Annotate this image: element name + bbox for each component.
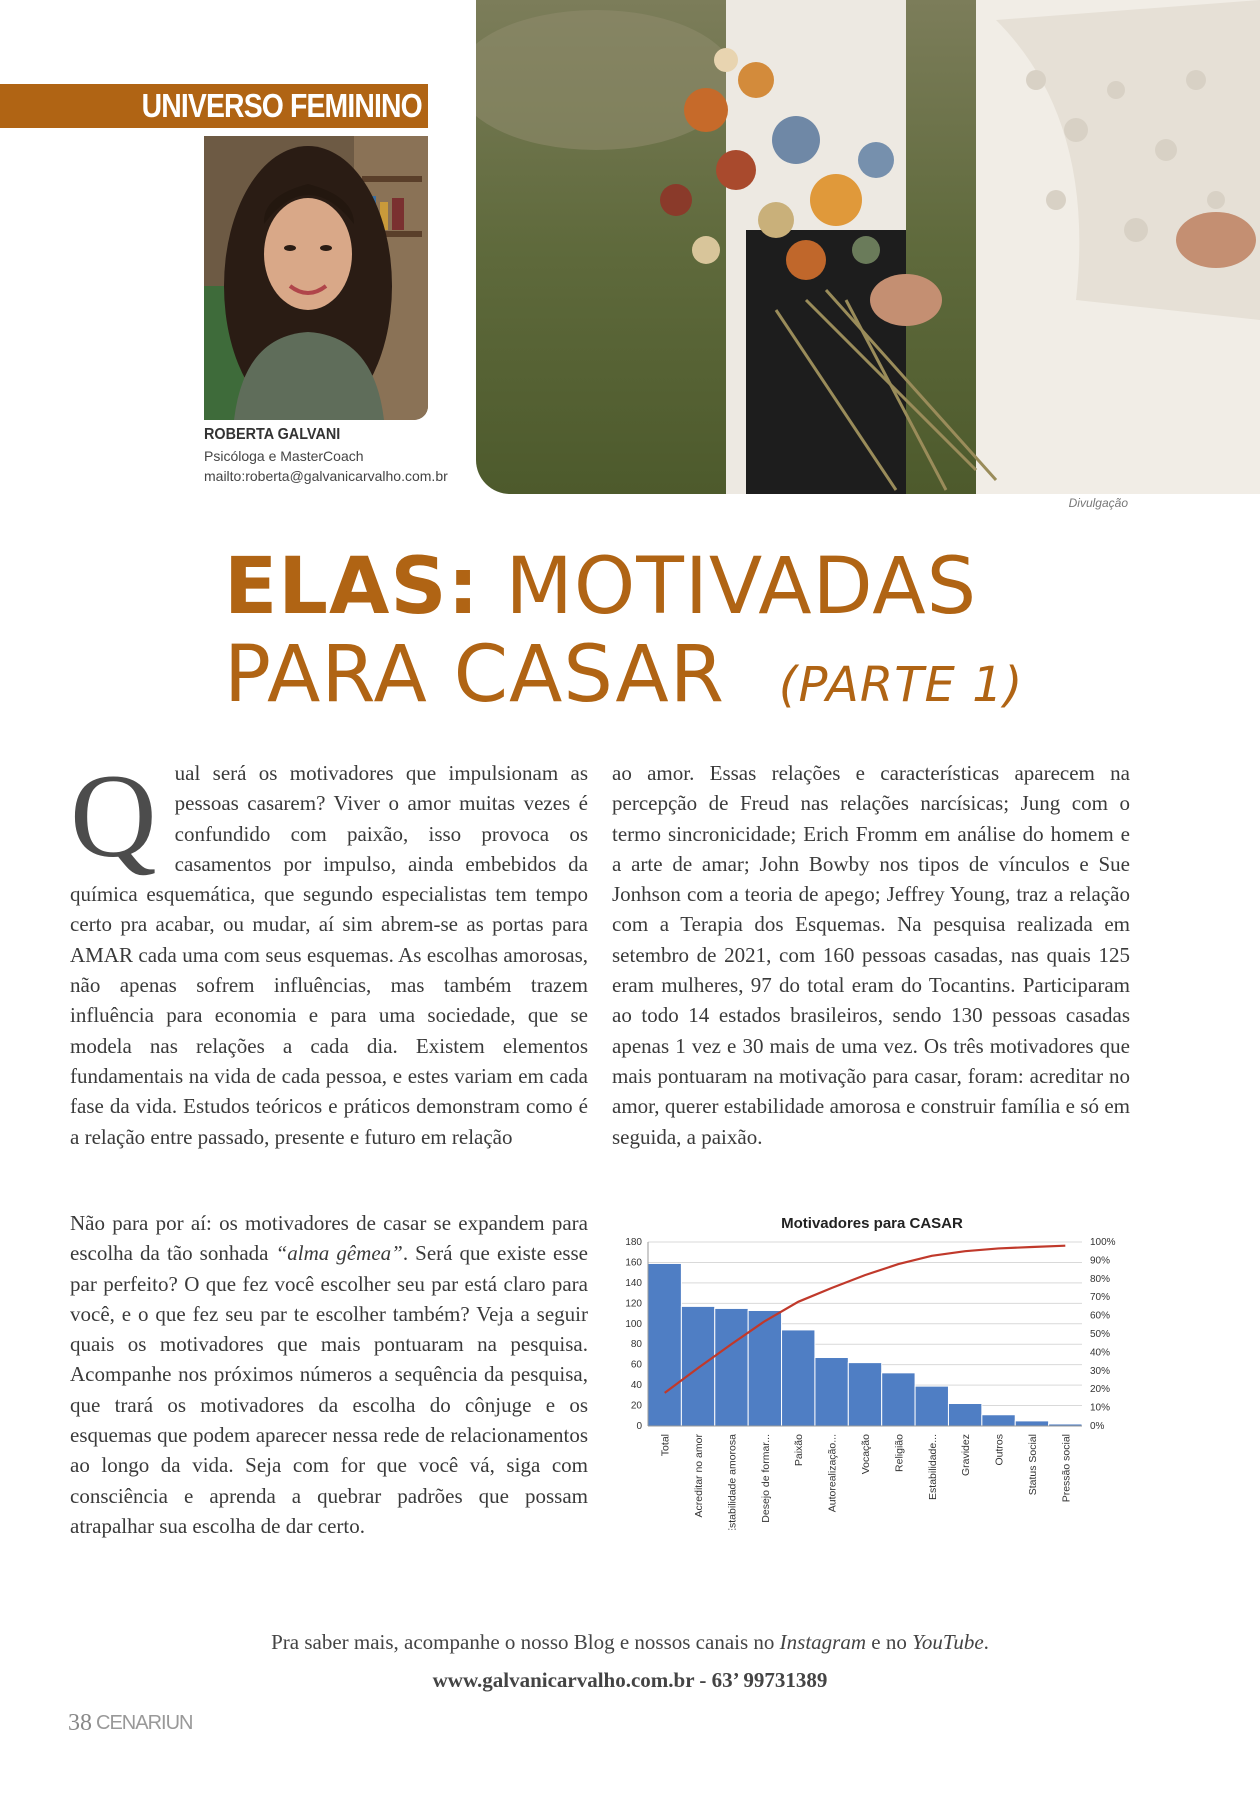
y-tick-label: 20 xyxy=(630,1400,642,1412)
y-tick-label: 60 xyxy=(630,1359,642,1371)
chart-bar xyxy=(715,1308,748,1426)
chart-bar xyxy=(748,1310,781,1426)
paragraph-3-b: . Será que existe esse par perfeito? O que fez você escolher seu par está claro para você, e o que fez seu par te escolher também? Veja a seguir quais os motivadores que mais pontuaram na pesquisa. Acompanhe nos próximos números a sequência da pesquisa, que trará os motivadores da escolha do cônjuge e os esquemas que podem aparecer nessa rede de relacionamentos ao longo da vida. Seja com for que você vá, siga com consciência e aprenda a quebrar padrões que possam atrapalhar sua escolha de dar certo. xyxy=(70,1241,588,1538)
author-role: Psicóloga e MasterCoach xyxy=(204,448,364,464)
chart-bar xyxy=(648,1263,681,1426)
chart-title: Motivadores para CASAR xyxy=(781,1215,963,1232)
y2-tick-label: 40% xyxy=(1090,1347,1111,1359)
x-category-label: Outros xyxy=(993,1434,1006,1466)
y-tick-label: 40 xyxy=(630,1380,642,1392)
y2-tick-label: 70% xyxy=(1090,1292,1111,1304)
body-column-right xyxy=(612,758,1130,1152)
footer-cta xyxy=(0,1630,1260,1655)
chart-bar xyxy=(948,1404,981,1426)
paragraph-3-italic: “alma gêmea” xyxy=(275,1241,403,1266)
chart-bar xyxy=(1015,1421,1048,1426)
title-line2: PARA CASAR xyxy=(224,630,725,720)
y2-tick-label: 0% xyxy=(1090,1421,1105,1432)
x-category-label: Status Social xyxy=(1026,1434,1039,1496)
section-banner xyxy=(0,84,428,128)
y2-tick-label: 100% xyxy=(1090,1237,1116,1248)
y-tick-label: 120 xyxy=(625,1298,642,1310)
chart-bar xyxy=(882,1373,915,1426)
paragraph-1: ual será os motivadores que impulsionam as pessoas casarem? Viver o amor muitas vezes é confundido com paixão, isso provoca os casamentos por impulso, ainda embebidos da química esquemática, que segundo especialistas tem tempo certo pra acabar, ou mudar, aí sim abrem-se as portas para AMAR cada uma com seus esquemas. As escolhas amorosas, não apenas sofrem influências, mas também trazem influência para economia e para uma sociedade, que se modela nas relações a cada dia. Existem elementos fundamentais na vida de cada pessoa, e estes variam em cada fase da vida. Estudos teóricos e práticos demonstram como é a relação entre passado, presente e futuro em relação xyxy=(70,761,588,1149)
drop-cap: Q xyxy=(70,749,157,882)
magazine-logo: CENARIUN xyxy=(96,1712,193,1734)
y2-tick-label: 60% xyxy=(1090,1310,1111,1322)
x-category-label: Estabilidade amorosa xyxy=(726,1434,739,1530)
y-tick-label: 80 xyxy=(630,1339,642,1351)
chart-bars xyxy=(648,1263,1082,1426)
title-part: (PARTE 1) xyxy=(778,657,1024,713)
author-email-link[interactable]: mailto:roberta@galvanicarvalho.com.br xyxy=(204,468,448,484)
x-category-label: Total xyxy=(659,1434,672,1457)
body-column-left-bottom xyxy=(70,1208,588,1541)
x-category-label: Estabilidade... xyxy=(926,1434,939,1500)
photo-credit: Divulgação xyxy=(1068,496,1128,510)
y2-tick-label: 30% xyxy=(1090,1365,1111,1377)
x-category-label: Gravidez xyxy=(960,1434,973,1477)
y-tick-label: 160 xyxy=(625,1257,642,1269)
author-name: ROBERTA GALVANI xyxy=(204,426,341,443)
chart-bar xyxy=(848,1363,881,1426)
y-tick-label: 100 xyxy=(625,1318,642,1330)
footer-text-e: . xyxy=(983,1630,989,1654)
y2-tick-label: 90% xyxy=(1090,1255,1111,1267)
chart-x-axis xyxy=(660,1433,1073,1530)
y2-tick-label: 10% xyxy=(1090,1402,1111,1414)
x-category-label: Religião xyxy=(893,1434,906,1472)
pareto-chart xyxy=(612,1210,1140,1530)
article-title-line2 xyxy=(224,630,1024,720)
x-category-label: Vocação xyxy=(860,1434,872,1475)
chart-bar xyxy=(982,1415,1015,1426)
footer-youtube: YouTube xyxy=(912,1630,984,1654)
paragraph-2: ao amor. Essas relações e características aparecem na percepção de Freud nas relações narcísicas; Jung com o termo sincronicidade; Erich Fromm em análise do homem e a arte de amar; John Bowby nos tipos de vínculos e Sue Jonhson com a teoria de apego; Jeffrey Young, traz a relação com a Terapia dos Esquemas. Na pesquisa realizada em setembro de 2021, com 160 pessoas casadas, nas quais 125 eram mulheres, 97 do total eram do Tocantins. Participaram ao todo 14 estados brasileiros, sendo 130 pessoas casadas apenas 1 vez e 30 mais de uma vez. Os três motivadores que mais pontuaram na motivação para casar, foram: acreditar no amor, querer estabilidade amorosa e construir família e só em seguida, a paixão. xyxy=(612,761,1130,1149)
footer-text-a: Pra saber mais, acompanhe o nosso Blog e nossos canais no xyxy=(271,1630,780,1654)
page-number: 38 xyxy=(68,1710,92,1736)
x-category-label: Paixão xyxy=(793,1434,806,1467)
paragraph-3-a: Não para por aí: os motivadores de casar se expandem para escolha da tão sonhada xyxy=(70,1211,588,1266)
y-tick-label: 140 xyxy=(625,1277,642,1289)
y2-tick-label: 50% xyxy=(1090,1329,1111,1340)
title-bold: ELAS: xyxy=(224,542,480,632)
author-photo xyxy=(204,136,428,420)
footer-contact[interactable]: www.galvanicarvalho.com.br - 63’ 99731389 xyxy=(432,1668,828,1692)
article-title-line1 xyxy=(224,542,978,632)
y-tick-label: 180 xyxy=(625,1237,642,1248)
footer-text-c: e no xyxy=(866,1630,913,1654)
title-rest: MOTIVADAS xyxy=(505,542,978,632)
chart-bar xyxy=(782,1330,815,1426)
chart-svg xyxy=(612,1210,1140,1530)
chart-y2-axis xyxy=(1090,1237,1116,1432)
x-category-label: Autorealização... xyxy=(826,1434,839,1513)
x-category-label: Pressão social xyxy=(1060,1434,1073,1503)
body-column-left xyxy=(70,749,588,1152)
chart-bar xyxy=(815,1358,848,1426)
section-label: UNIVERSO FEMININO xyxy=(141,87,422,124)
y2-tick-label: 20% xyxy=(1090,1384,1111,1396)
y2-tick-label: 80% xyxy=(1090,1273,1111,1285)
footer-instagram: Instagram xyxy=(779,1630,866,1654)
chart-bar xyxy=(681,1306,714,1426)
y-tick-label: 0 xyxy=(636,1421,642,1432)
hero-photo-bouquet xyxy=(476,0,1260,494)
x-category-label: Desejo de formar... xyxy=(759,1434,772,1523)
chart-bar xyxy=(915,1386,948,1426)
x-category-label: Acreditar no amor xyxy=(693,1434,706,1518)
